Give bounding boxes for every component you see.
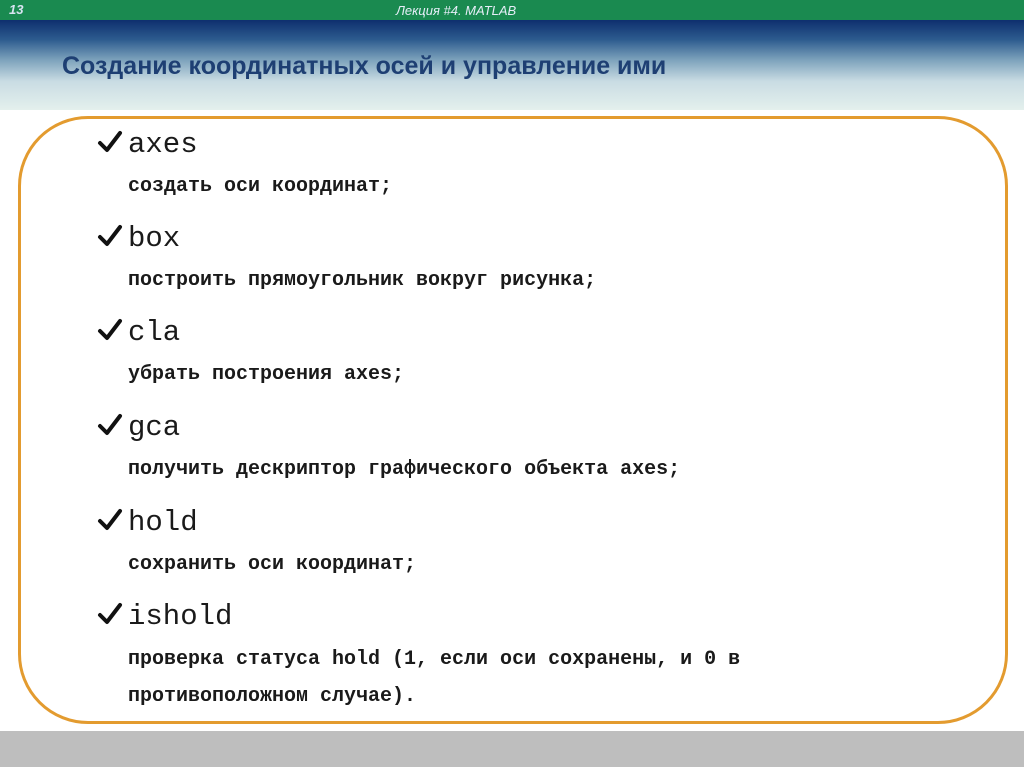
command-description: сохранить оси координат; [128,553,417,576]
command-description: построить прямоугольник вокруг рисунка; [128,269,597,292]
command-description-line-2: противоположном случае). [128,685,417,708]
command-name: box [128,222,181,255]
lecture-label: Лекция #4. MATLAB [396,3,517,18]
command-description: создать оси координат; [128,175,393,198]
checkmark-icon [97,318,123,342]
command-name: gca [128,411,181,444]
command-description: получить дескриптор графического объекта axes; [128,458,681,481]
checkmark-icon [97,224,123,248]
checkmark-icon [97,602,123,626]
footer-bar [0,731,1024,767]
command-name: cla [128,316,181,349]
checkmark-icon [97,508,123,532]
command-description: убрать построения axes; [128,363,405,386]
command-description-line-1: проверка статуса hold (1, если оси сохранены, и 0 в [128,648,741,671]
slide-number: 13 [9,2,24,17]
command-name: axes [128,128,198,161]
checkmark-icon [97,413,123,437]
checkmark-icon [97,130,123,154]
command-name: hold [128,506,198,539]
slide-title: Создание координатных осей и управление ими [62,52,667,80]
command-name: ishold [128,600,233,633]
